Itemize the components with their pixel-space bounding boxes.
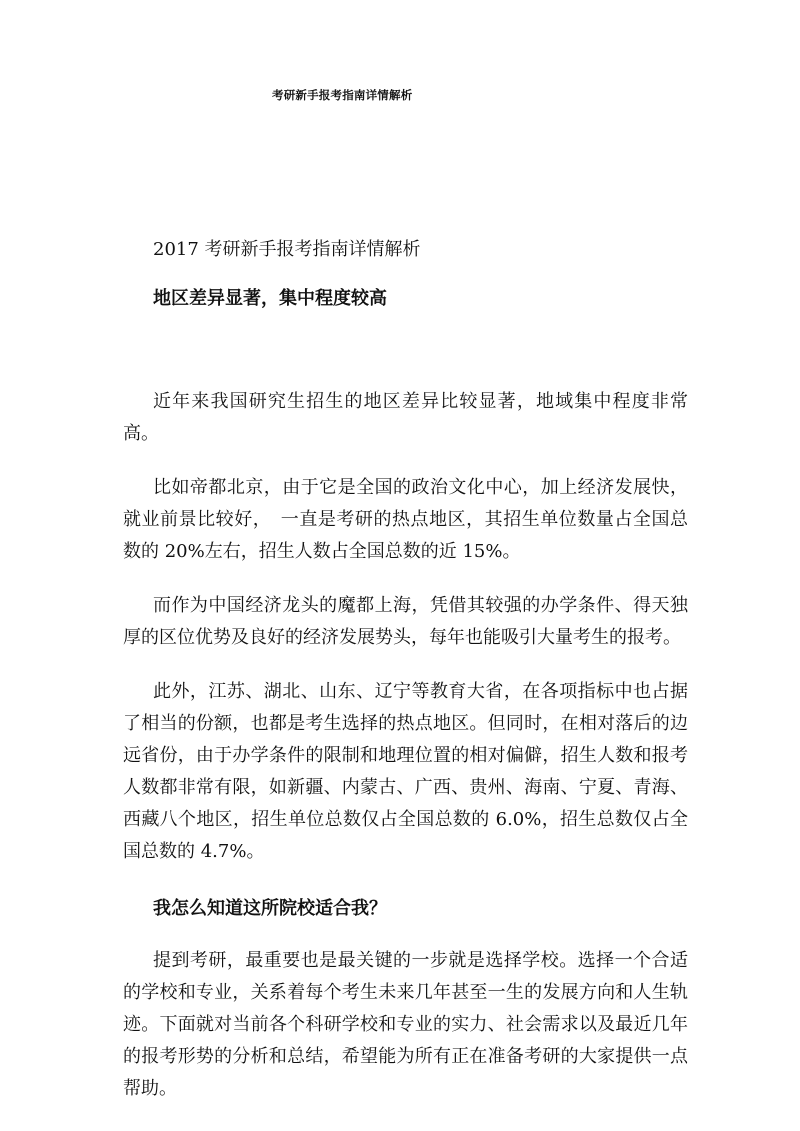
section-heading-school-choice: 我怎么知道这所院校适合我？ bbox=[153, 898, 387, 919]
document-subtitle: 2017 考研新手报考指南详情解析 bbox=[153, 239, 421, 260]
paragraph-shanghai: 而作为中国经济龙头的魔都上海，凭借其较强的办学条件、得天独厚的区位优势及良好的经济发展势头，每年也能吸引大量考生的报考。 bbox=[123, 595, 688, 648]
document-body bbox=[123, 234, 688, 1105]
section-heading-region: 地区差异显著，集中程度较高 bbox=[153, 288, 387, 309]
paragraph-other-provinces: 此外，江苏、湖北、山东、辽宁等教育大省，在各项指标中也占据了相当的份额，也都是考生选择的热点地区。但同时，在相对落后的边远省份，由于办学条件的限制和地理位置的相对偏僻，招生人数和报考人数都非常有限，如新疆、内蒙古、广西、贵州、海南、宁夏、青海、西藏八个地区，招生单位总数仅占全国总数的 6.0%，招生总数仅占全国总数的 4.7%。 bbox=[123, 681, 688, 862]
paragraph-region-intro: 近年来我国研究生招生的地区差异比较显著，地域集中程度非常高。 bbox=[123, 391, 688, 444]
paragraph-beijing: 比如帝都北京，由于它是全国的政治文化中心，加上经济发展快，就业前景比较好， 一直是考研的热点地区，其招生单位数量占全国总数的 20%左右，招生人数占全国总数的近 15%。 bbox=[123, 477, 688, 562]
page-header-title: 考研新手报考指南详情解析 bbox=[272, 88, 413, 102]
paragraph-school-choice: 提到考研，最重要也是最关键的一步就是选择学校。选择一个合适的学校和专业，关系着每个考生未来几年甚至一生的发展方向和人生轨迹。下面就对当前各个科研学校和专业的实力、社会需求以及最近几年的报考形势的分析和总结，希望能为所有正在准备考研的大家提供一点帮助。 bbox=[123, 950, 688, 1099]
